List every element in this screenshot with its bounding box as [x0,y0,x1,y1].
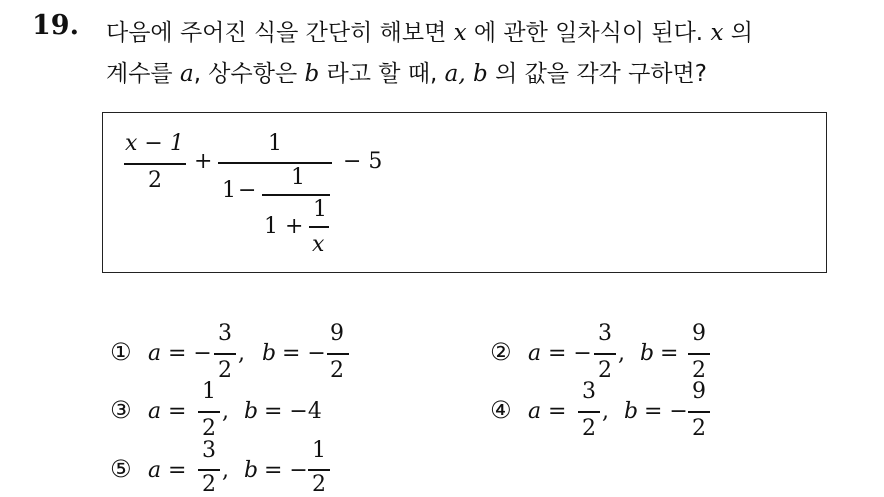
variable-a: a [179,61,194,87]
option-number: ⑤ [110,455,132,483]
option-number: ④ [490,396,512,424]
fraction-bar [594,353,616,355]
variable-b: b [262,341,277,366]
fraction-denominator: 2 [202,472,216,497]
fraction-denominator: 2 [330,358,344,383]
variable-x: x [453,20,467,46]
equals-sign: = [168,458,187,483]
fraction-numerator: 9 [330,321,344,346]
b-value: = −4 [264,399,322,424]
one-plus: 1 + [264,214,304,239]
variable-b: b [640,341,655,366]
fraction-bar [262,194,330,196]
variable-a: a, [444,61,466,87]
question-text: , 상수항은 [193,61,298,87]
variable-a: a [148,399,162,424]
question-text: 계수를 [106,61,173,87]
minus-sign: − [238,178,257,203]
fraction-bar [308,469,330,471]
fraction-numerator: 1 [313,197,327,222]
fraction-bar [218,162,332,164]
equals-sign: = − [264,458,308,483]
fraction-numerator: 3 [582,379,596,404]
fraction-numerator: 1 [291,165,305,190]
variable-b: b [624,399,639,424]
equals-sign: = [660,341,679,366]
question-text: 에 관한 일차식이 된다. [473,20,704,46]
fraction-bar [688,353,710,355]
variable-b: b [304,61,320,87]
question-text: 다음에 주어진 식을 간단히 해보면 [106,20,447,46]
equals-sign: = − [548,341,592,366]
equals-sign: = [548,399,567,424]
denominator-one: 1 [222,178,236,203]
variable-a: a [528,399,542,424]
comma: , [238,341,245,366]
minus-five: − 5 [343,149,383,174]
equals-sign: = − [282,341,326,366]
equals-sign: = − [644,399,688,424]
fraction-denominator: 2 [692,416,706,441]
fraction-denominator: 2 [582,416,596,441]
option-number: ③ [110,396,132,424]
fraction-denominator: 2 [692,358,706,383]
equals-sign: = − [168,341,212,366]
fraction-numerator: 9 [692,321,706,346]
comma: , [602,399,609,424]
variable-b: b [244,458,259,483]
question-text: 의 값을 각각 구하면? [495,61,707,87]
fraction-numerator: 3 [598,321,612,346]
fraction-denominator: 2 [148,168,162,193]
variable-a: a [148,341,162,366]
question-text: 라고 할 때, [326,61,438,87]
fraction-numerator: 3 [218,321,232,346]
variable-x: x [710,20,724,46]
fraction-denominator: 2 [202,416,216,441]
fraction-numerator: x − 1 [125,131,184,156]
fraction-numerator: 1 [312,438,326,463]
fraction-denominator: 2 [218,358,232,383]
option-number: ① [110,338,132,366]
question-text-line-1 [106,14,753,47]
fraction-denominator: 2 [598,358,612,383]
fraction-bar [688,411,710,413]
fraction-bar [124,163,186,165]
plus-sign: + [194,149,213,174]
fraction-bar [198,469,220,471]
fraction-denominator: 2 [312,472,326,497]
comma: , [618,341,625,366]
fraction-bar [578,411,600,413]
fraction-numerator: 1 [202,379,216,404]
comma: , [222,399,229,424]
option-number: ② [490,338,512,366]
fraction-denominator: x [312,232,325,257]
variable-b: b [473,61,488,87]
fraction-bar [309,226,329,228]
variable-b: b [244,399,259,424]
fraction-numerator: 9 [692,379,706,404]
variable-a: a [148,458,162,483]
question-text-line-2 [106,55,707,88]
variable-a: a [528,341,542,366]
equals-sign: = [168,399,187,424]
fraction-bar [198,411,220,413]
question-number: 19. [32,10,79,41]
expression-box [102,112,827,273]
fraction-bar [327,353,349,355]
fraction-bar [214,353,236,355]
comma: , [222,458,229,483]
fraction-numerator: 1 [268,131,282,156]
question-text: 의 [730,20,753,46]
fraction-numerator: 3 [202,438,216,463]
